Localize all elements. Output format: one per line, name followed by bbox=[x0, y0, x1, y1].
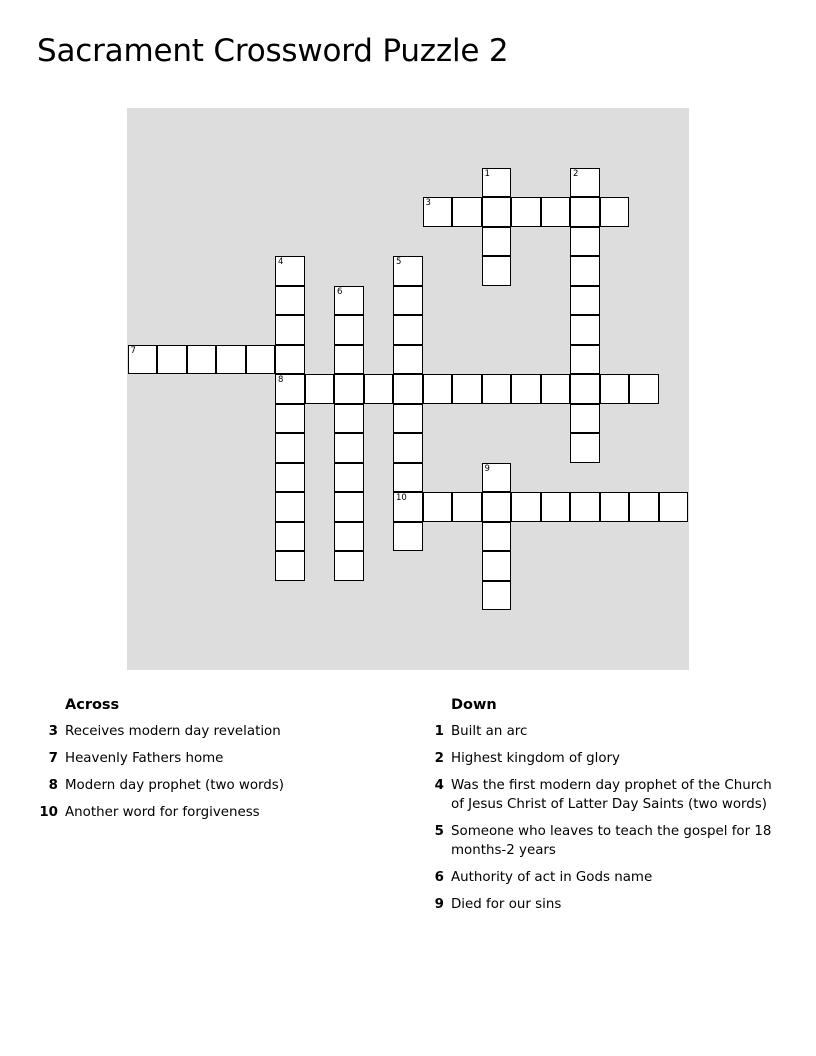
grid-cell[interactable] bbox=[275, 433, 305, 463]
page-title: Sacrament Crossword Puzzle 2 bbox=[37, 33, 509, 69]
grid-cell[interactable] bbox=[275, 551, 305, 581]
cell-number: 1 bbox=[484, 168, 490, 179]
grid-cell[interactable] bbox=[541, 374, 571, 404]
grid-cell[interactable] bbox=[393, 492, 423, 522]
cell-number: 9 bbox=[484, 463, 490, 474]
clue-text: Modern day prophet (two words) bbox=[65, 778, 285, 793]
grid-cell[interactable] bbox=[334, 374, 364, 404]
grid-cell[interactable] bbox=[570, 197, 600, 227]
grid-cell[interactable] bbox=[482, 227, 512, 257]
grid-cell[interactable] bbox=[128, 345, 158, 375]
clue-item bbox=[423, 822, 783, 860]
clue-item bbox=[37, 749, 367, 768]
grid-cell[interactable] bbox=[452, 197, 482, 227]
grid-cell[interactable] bbox=[482, 551, 512, 581]
clue-number: 9 bbox=[434, 897, 444, 912]
grid-cell[interactable] bbox=[570, 315, 600, 345]
grid-cell[interactable] bbox=[187, 345, 217, 375]
cell-number: 5 bbox=[396, 257, 402, 267]
cell-number: 2 bbox=[573, 168, 579, 179]
clue-number: 8 bbox=[48, 778, 58, 793]
cell-number: 10 bbox=[396, 493, 407, 503]
grid-cell[interactable] bbox=[482, 522, 512, 552]
grid-cell[interactable] bbox=[393, 433, 423, 463]
grid-cell[interactable] bbox=[334, 492, 364, 522]
down-clues bbox=[423, 694, 783, 922]
grid-cell[interactable] bbox=[334, 404, 364, 434]
grid-cell[interactable] bbox=[275, 404, 305, 434]
grid-cell[interactable] bbox=[275, 492, 305, 522]
grid-cell[interactable] bbox=[393, 404, 423, 434]
clue-item bbox=[37, 803, 367, 822]
grid-cell[interactable] bbox=[570, 433, 600, 463]
grid-cell[interactable] bbox=[393, 463, 423, 493]
grid-cell[interactable] bbox=[511, 197, 541, 227]
clue-number: 4 bbox=[434, 778, 444, 793]
clue-item bbox=[423, 895, 783, 914]
grid-cell[interactable] bbox=[393, 286, 423, 316]
grid-cell[interactable] bbox=[275, 374, 305, 404]
grid-cell[interactable] bbox=[600, 197, 630, 227]
cell-number: 6 bbox=[337, 286, 343, 297]
grid-cell[interactable] bbox=[393, 256, 423, 286]
grid-cell[interactable] bbox=[393, 522, 423, 552]
grid-cell[interactable] bbox=[305, 374, 335, 404]
grid-cell[interactable] bbox=[393, 315, 423, 345]
grid-cell[interactable] bbox=[570, 374, 600, 404]
clue-text: Another word for forgiveness bbox=[65, 805, 260, 820]
grid-cell[interactable] bbox=[275, 315, 305, 345]
grid-cell[interactable] bbox=[393, 374, 423, 404]
grid-cell[interactable] bbox=[482, 463, 512, 493]
grid-cell[interactable] bbox=[334, 315, 364, 345]
clue-item bbox=[423, 776, 783, 814]
clue-number: 1 bbox=[434, 724, 444, 739]
clue-item bbox=[423, 868, 783, 887]
grid-cell[interactable] bbox=[482, 374, 512, 404]
clue-item bbox=[423, 749, 783, 768]
down-heading: Down bbox=[451, 697, 497, 713]
clue-number: 3 bbox=[48, 724, 58, 739]
clue-text: Authority of act in Gods name bbox=[451, 870, 653, 885]
grid-cell[interactable] bbox=[275, 256, 305, 286]
grid-cell[interactable] bbox=[275, 522, 305, 552]
grid-cell[interactable] bbox=[482, 168, 512, 198]
grid-cell[interactable] bbox=[570, 256, 600, 286]
clue-item bbox=[37, 776, 367, 795]
grid-cell[interactable] bbox=[216, 345, 246, 375]
clue-item bbox=[37, 722, 367, 741]
across-clues bbox=[37, 694, 367, 830]
clue-text: Receives modern day revelation bbox=[65, 724, 281, 739]
grid-cell[interactable] bbox=[334, 463, 364, 493]
grid-cell[interactable] bbox=[275, 345, 305, 375]
clue-number: 5 bbox=[434, 824, 444, 839]
grid-cell[interactable] bbox=[157, 345, 187, 375]
clue-text: Was the first modern day prophet of the Church of Jesus Christ of Latter Day Saints (two words) bbox=[451, 778, 772, 812]
grid-cell[interactable] bbox=[423, 374, 453, 404]
grid-cell[interactable] bbox=[423, 492, 453, 522]
grid-cell[interactable] bbox=[334, 522, 364, 552]
grid-cell[interactable] bbox=[570, 345, 600, 375]
grid-cell[interactable] bbox=[334, 551, 364, 581]
grid-cell[interactable] bbox=[334, 433, 364, 463]
cell-number: 3 bbox=[425, 198, 431, 208]
grid-cell[interactable] bbox=[334, 345, 364, 375]
clue-text: Built an arc bbox=[451, 724, 528, 739]
grid-cell[interactable] bbox=[541, 492, 571, 522]
grid-cell[interactable] bbox=[570, 492, 600, 522]
grid-cell[interactable] bbox=[275, 463, 305, 493]
grid-cell[interactable] bbox=[659, 492, 689, 522]
across-heading: Across bbox=[65, 697, 120, 713]
clue-number: 7 bbox=[48, 751, 58, 766]
grid-cell[interactable] bbox=[511, 374, 541, 404]
cell-number: 4 bbox=[278, 257, 284, 267]
clue-item bbox=[423, 722, 783, 741]
grid-cell[interactable] bbox=[452, 492, 482, 522]
grid-cell[interactable] bbox=[541, 197, 571, 227]
cell-number: 8 bbox=[278, 375, 284, 385]
clue-number: 10 bbox=[39, 805, 58, 820]
grid-cell[interactable] bbox=[364, 374, 394, 404]
grid-cell[interactable] bbox=[570, 286, 600, 316]
clue-text: Died for our sins bbox=[451, 897, 562, 912]
grid-cell[interactable] bbox=[334, 286, 364, 316]
grid-cell[interactable] bbox=[393, 345, 423, 375]
clue-number: 6 bbox=[434, 870, 444, 885]
grid-cell[interactable] bbox=[511, 492, 541, 522]
clue-number: 2 bbox=[434, 751, 444, 766]
grid-cell[interactable] bbox=[629, 492, 659, 522]
clue-text: Heavenly Fathers home bbox=[65, 751, 224, 766]
grid-cell[interactable] bbox=[482, 197, 512, 227]
grid-cell[interactable] bbox=[482, 256, 512, 286]
cell-number: 7 bbox=[130, 345, 136, 356]
grid-cell[interactable] bbox=[482, 492, 512, 522]
grid-cell[interactable] bbox=[600, 374, 630, 404]
grid-cell[interactable] bbox=[423, 197, 453, 227]
clue-text: Someone who leaves to teach the gospel for 18 months-2 years bbox=[451, 824, 772, 858]
grid-cell[interactable] bbox=[452, 374, 482, 404]
grid-cell[interactable] bbox=[275, 286, 305, 316]
clue-text: Highest kingdom of glory bbox=[451, 751, 620, 766]
grid-cell[interactable] bbox=[600, 492, 630, 522]
grid-cell[interactable] bbox=[570, 227, 600, 257]
grid-cell[interactable] bbox=[482, 581, 512, 611]
grid-cell[interactable] bbox=[246, 345, 276, 375]
grid-cell[interactable] bbox=[570, 168, 600, 198]
grid-cell[interactable] bbox=[629, 374, 659, 404]
grid-cell[interactable] bbox=[570, 404, 600, 434]
